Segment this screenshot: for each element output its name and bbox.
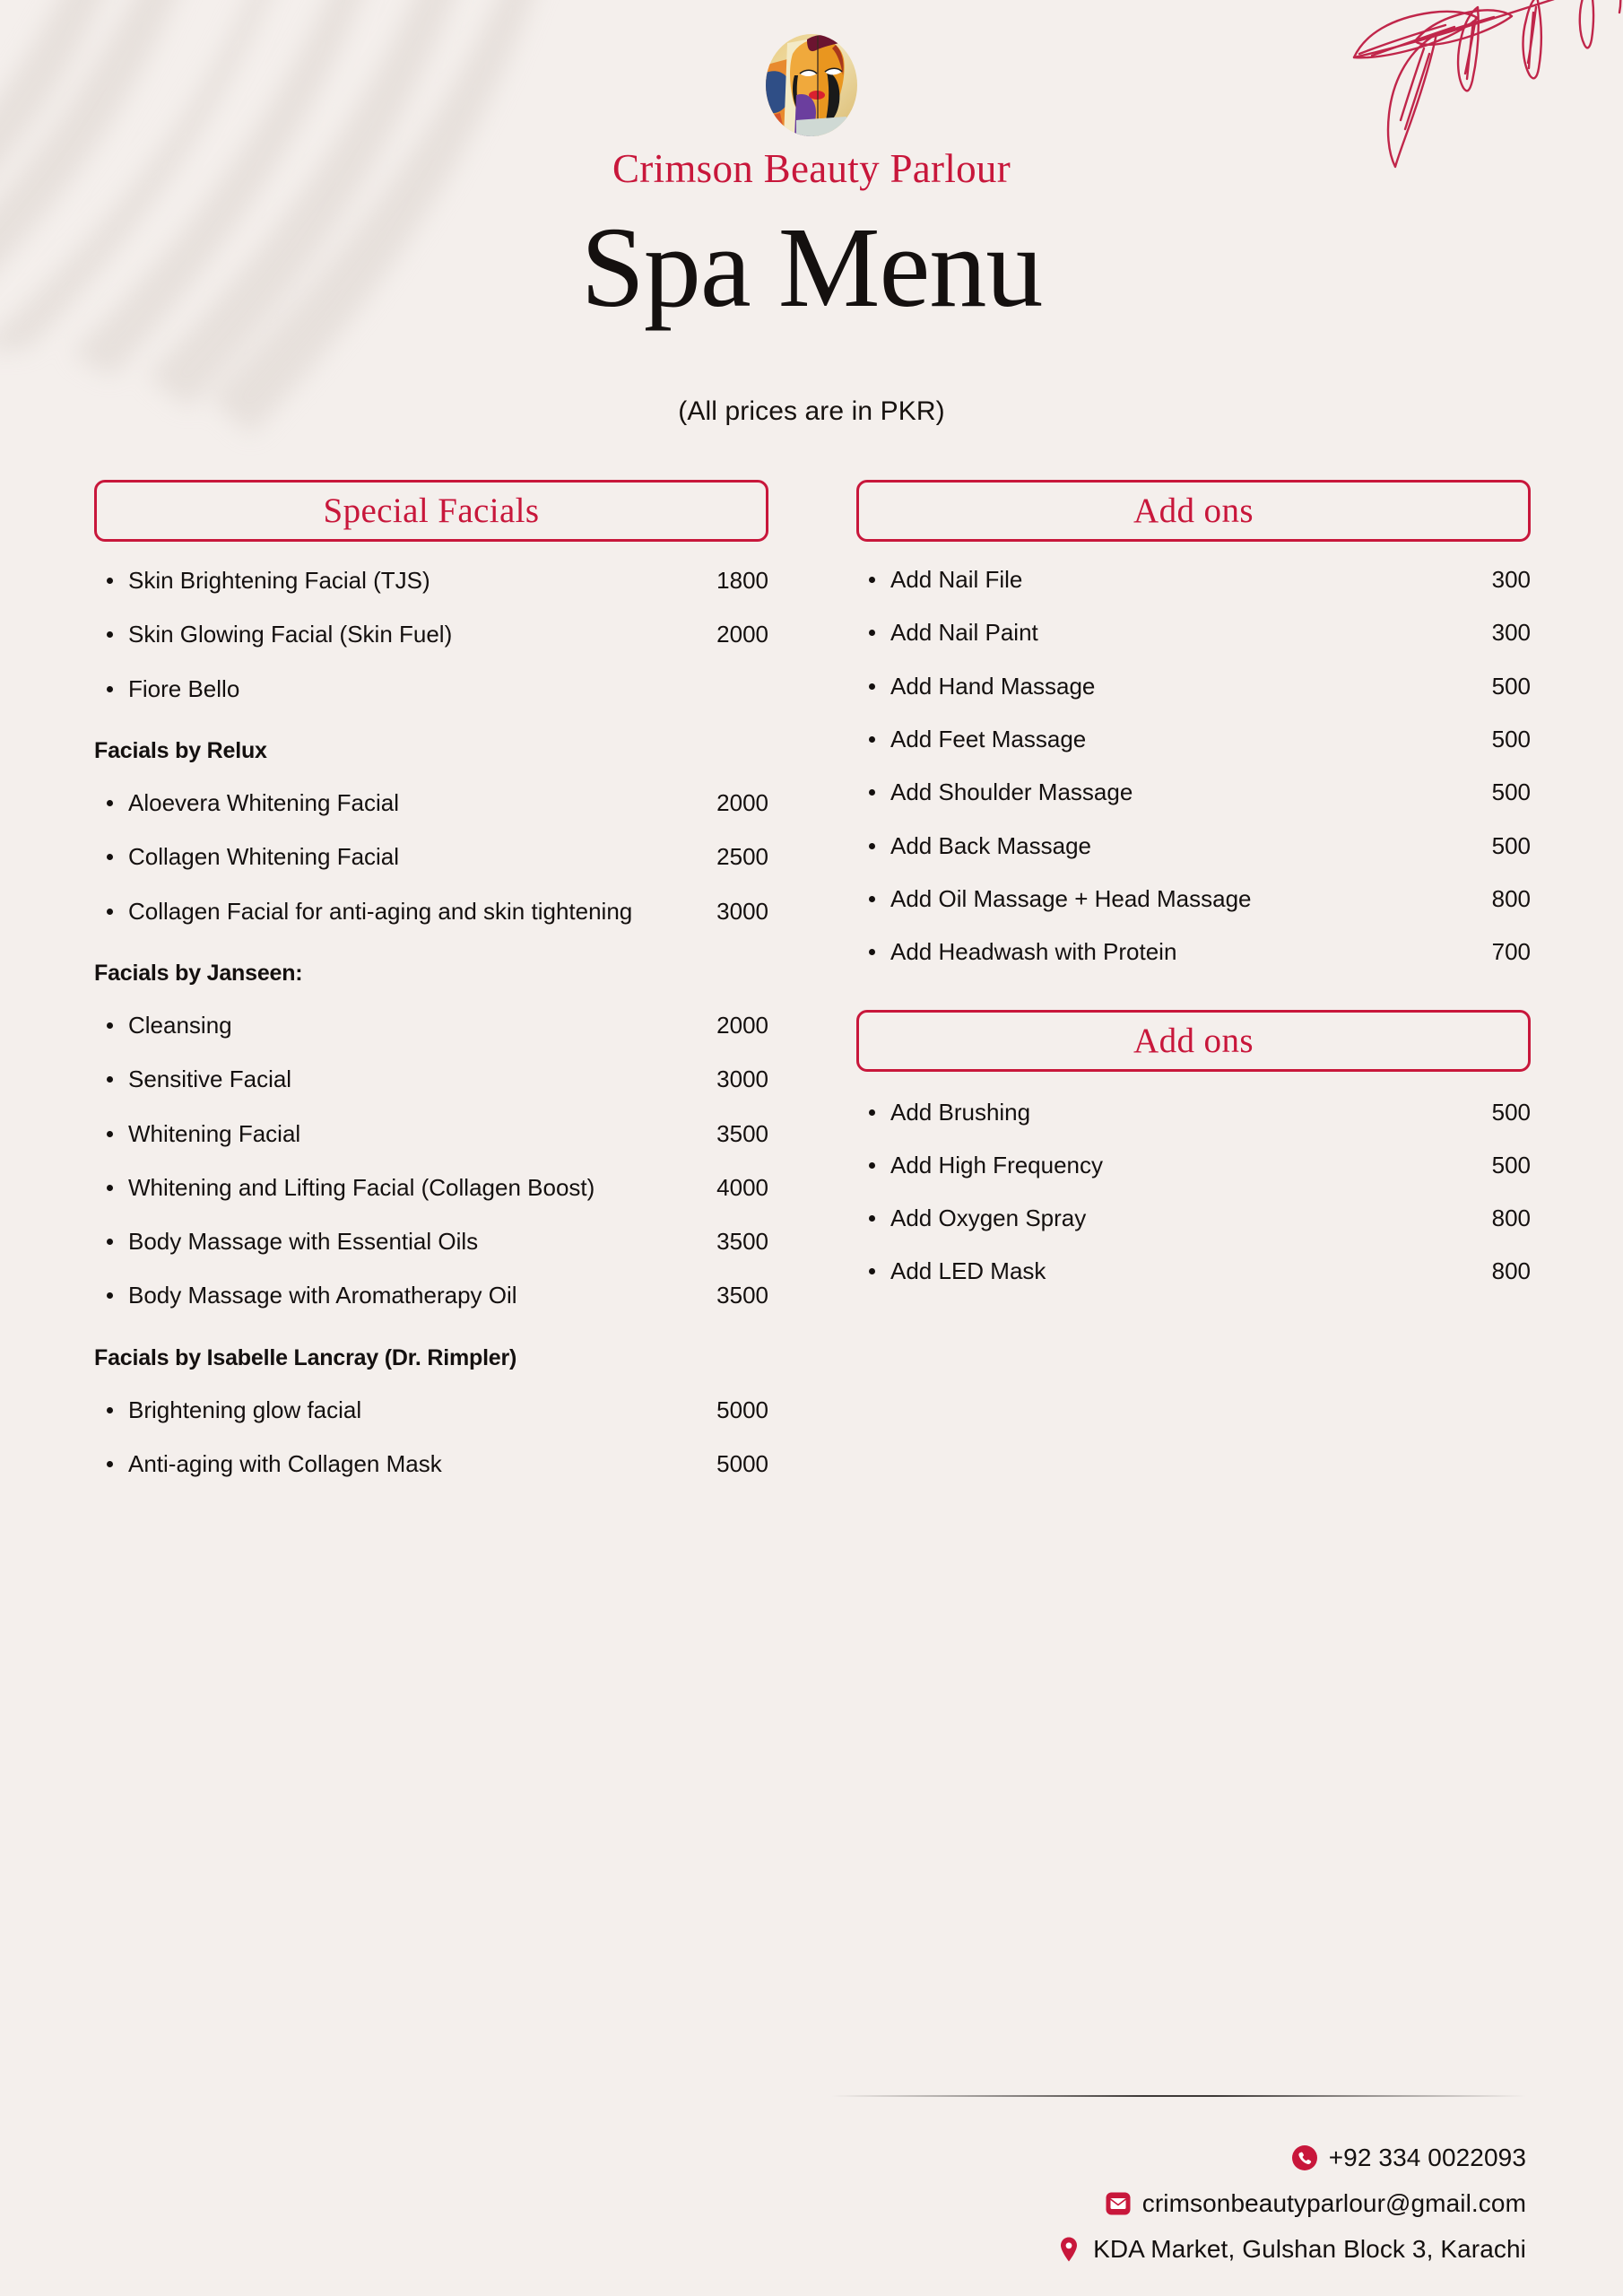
item-name: Fiore Bello <box>128 674 240 702</box>
page-title: Spa Menu <box>580 204 1043 331</box>
list-item <box>94 1172 768 1203</box>
item-price: 5000 <box>716 1450 768 1478</box>
item-price: 2000 <box>716 788 768 816</box>
list-item <box>94 619 768 649</box>
list-item <box>856 777 1531 807</box>
group-heading-relux: Facials by Relux <box>94 737 267 763</box>
item-price: 800 <box>1491 1257 1531 1285</box>
item-price: 500 <box>1491 672 1531 700</box>
item-name: Add Headwash with Protein <box>890 938 1177 966</box>
item-name: Whitening and Lifting Facial (Collagen Boost) <box>128 1173 595 1201</box>
list-item <box>94 1064 768 1094</box>
item-name: Brightening glow facial <box>128 1396 362 1423</box>
addons-list-1 <box>856 564 1531 968</box>
item-name: Add LED Mask <box>890 1257 1046 1285</box>
item-name: Collagen Whitening Facial <box>128 843 400 871</box>
item-price: 3000 <box>716 897 768 925</box>
footer-contact-block <box>827 2095 1526 2264</box>
street-address: KDA Market, Gulshan Block 3, Karachi <box>1093 2235 1526 2263</box>
section-banner-label: Special Facials <box>323 491 540 530</box>
item-price: 1800 <box>716 567 768 594</box>
item-name: Sensitive Facial <box>128 1065 292 1093</box>
email-address: crimsonbeautyparlour@gmail.com <box>1141 2189 1526 2217</box>
contact-row-address <box>827 2235 1526 2264</box>
list-item <box>94 1010 768 1040</box>
item-price: 4000 <box>716 1173 768 1201</box>
brand-name: Crimson Beauty Parlour <box>612 146 1011 191</box>
item-name: Add Brushing <box>890 1098 1031 1126</box>
item-price: 700 <box>1491 938 1531 966</box>
item-price: 3500 <box>716 1282 768 1309</box>
list-item <box>94 1226 768 1257</box>
janseen-facials-list <box>94 1010 768 1311</box>
abstract-woman-face-logo-icon <box>760 32 863 138</box>
list-item <box>856 1097 1531 1127</box>
item-name: Skin Glowing Facial (Skin Fuel) <box>128 621 453 648</box>
item-price: 800 <box>1491 884 1531 912</box>
item-price: 500 <box>1491 725 1531 752</box>
list-item <box>856 671 1531 701</box>
item-price: 2500 <box>716 843 768 871</box>
list-item <box>94 565 768 596</box>
list-item <box>856 564 1531 595</box>
list-item <box>94 787 768 818</box>
phone-icon <box>1291 2144 1318 2171</box>
list-item <box>94 1448 768 1479</box>
phone-number: +92 334 0022093 <box>1328 2144 1526 2171</box>
envelope-icon <box>1105 2190 1132 2217</box>
item-name: Skin Brightening Facial (TJS) <box>128 567 430 594</box>
list-item <box>94 841 768 872</box>
item-name: Anti-aging with Collagen Mask <box>128 1450 442 1478</box>
item-name: Add High Frequency <box>890 1151 1104 1178</box>
list-item <box>856 724 1531 754</box>
section-banner-addons-2 <box>856 1010 1531 1072</box>
item-name: Aloevera Whitening Facial <box>128 788 400 816</box>
price-currency-note: (All prices are in PKR) <box>678 396 945 427</box>
item-price: 800 <box>1491 1205 1531 1232</box>
relux-facials-list <box>94 787 768 926</box>
item-price: 3500 <box>716 1228 768 1256</box>
masthead <box>0 0 1623 427</box>
item-price: 500 <box>1491 1098 1531 1126</box>
item-name: Whitening Facial <box>128 1119 301 1147</box>
contact-row-email <box>827 2189 1526 2218</box>
list-item <box>94 674 768 704</box>
footer-divider <box>831 2095 1526 2097</box>
list-item <box>94 1280 768 1310</box>
item-name: Add Back Massage <box>890 831 1092 859</box>
list-item <box>856 936 1531 967</box>
item-price: 300 <box>1491 619 1531 647</box>
list-item <box>94 1395 768 1425</box>
list-item <box>856 883 1531 914</box>
list-item <box>856 1256 1531 1286</box>
item-name: Add Oil Massage + Head Massage <box>890 884 1252 912</box>
item-name: Add Hand Massage <box>890 672 1096 700</box>
item-name: Add Shoulder Massage <box>890 778 1133 806</box>
item-name: Cleansing <box>128 1011 232 1039</box>
location-pin-icon <box>1055 2236 1082 2263</box>
list-item <box>856 1203 1531 1233</box>
item-price: 2000 <box>716 621 768 648</box>
item-price: 500 <box>1491 1151 1531 1178</box>
left-menu-column <box>94 480 768 1479</box>
list-item <box>856 1150 1531 1180</box>
group-heading-janseen: Facials by Janseen: <box>94 960 303 986</box>
item-price: 3000 <box>716 1065 768 1093</box>
right-menu-column <box>856 480 1531 1287</box>
group-heading-lancray: Facials by Isabelle Lancray (Dr. Rimpler) <box>94 1344 517 1370</box>
item-price: 2000 <box>716 1011 768 1039</box>
item-name: Body Massage with Aromatherapy Oil <box>128 1282 517 1309</box>
item-price: 3500 <box>716 1119 768 1147</box>
list-item <box>856 831 1531 861</box>
item-name: Body Massage with Essential Oils <box>128 1228 479 1256</box>
item-name: Add Nail File <box>890 566 1023 593</box>
item-price: 500 <box>1491 831 1531 859</box>
item-price: 500 <box>1491 778 1531 806</box>
section-banner-label: Add ons <box>1133 491 1254 530</box>
section-banner-addons-1 <box>856 480 1531 542</box>
contact-row-phone <box>827 2144 1526 2172</box>
item-price: 300 <box>1491 566 1531 593</box>
item-name: Add Nail Paint <box>890 619 1038 647</box>
item-name: Collagen Facial for anti-aging and skin tightening <box>128 897 633 925</box>
list-item <box>856 617 1531 648</box>
lancray-facials-list <box>94 1395 768 1480</box>
item-name: Add Feet Massage <box>890 725 1087 752</box>
section-banner-special-facials <box>94 480 768 542</box>
item-name: Add Oxygen Spray <box>890 1205 1087 1232</box>
item-price: 5000 <box>716 1396 768 1423</box>
section-banner-label: Add ons <box>1133 1021 1254 1060</box>
addons-list-2 <box>856 1097 1531 1287</box>
list-item <box>94 896 768 926</box>
list-item <box>94 1118 768 1149</box>
special-facials-list <box>94 565 768 704</box>
